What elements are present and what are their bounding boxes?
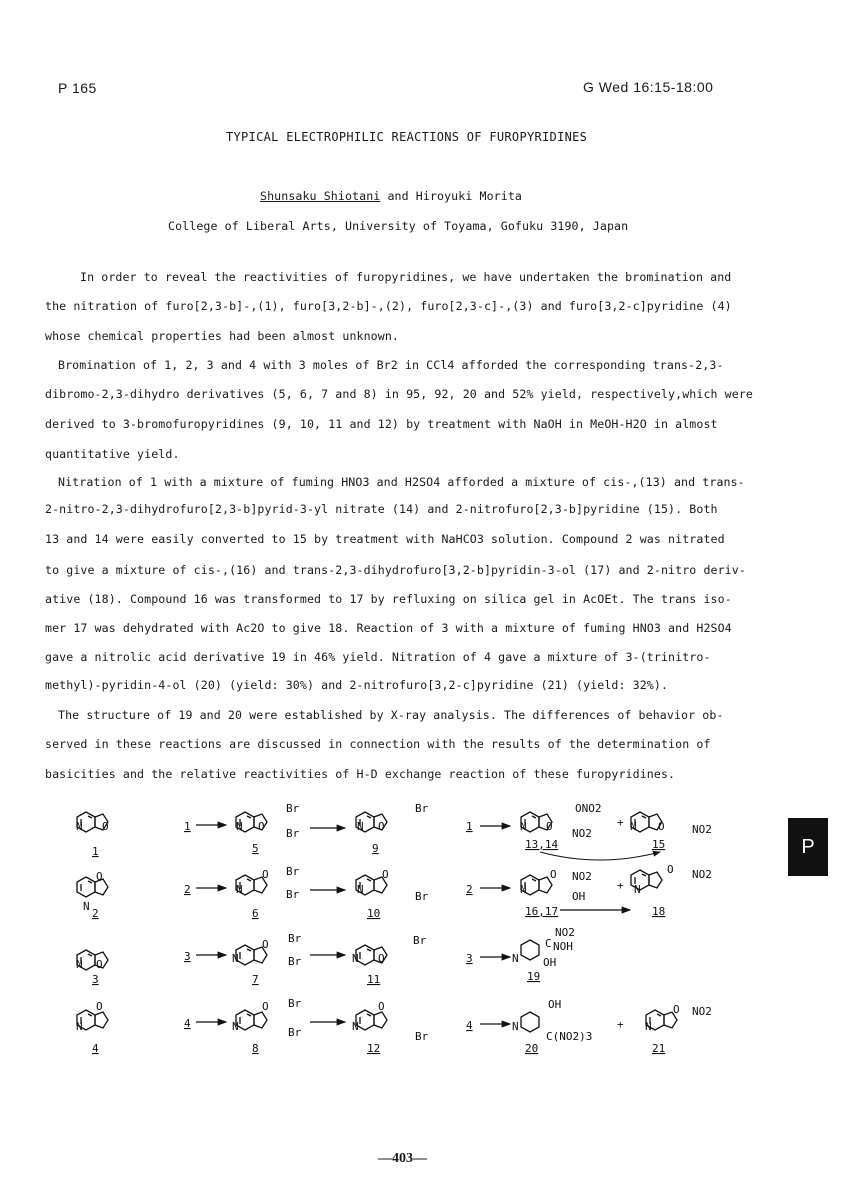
nitrogen-atom: N <box>76 958 83 971</box>
text-line: basicities and the relative reactivities of H-D exchange reaction of these furopyridines. <box>45 767 676 781</box>
text-line: Nitration of 1 with a mixture of fuming HNO3 and H2SO4 afforded a mixture of cis-,(13) and trans- <box>58 475 745 489</box>
hydroxy-substituent: OH <box>548 998 562 1011</box>
trinitromethyl-substituent: C(NO2)3 <box>546 1030 593 1043</box>
compound-label-12: 12 <box>367 1042 381 1055</box>
oxygen-atom: O <box>546 820 553 833</box>
substrate-label: 1 <box>184 820 191 833</box>
nitro-substituent: NO2 <box>692 868 712 881</box>
text-line: 13 and 14 were easily converted to 15 by treatment with NaHCO3 solution. Compound 2 was nitrated <box>45 532 725 546</box>
nitro-substituent: NO2 <box>692 823 712 836</box>
substrate-label: 3 <box>466 952 473 965</box>
nitrogen-atom: N <box>232 952 239 965</box>
compound-8 <box>236 1010 267 1030</box>
nitrogen-atom: N <box>520 820 527 833</box>
nitrogen-atom: N <box>352 1020 359 1033</box>
oxygen-atom: O <box>378 1000 385 1013</box>
text-line: to give a mixture of cis-,(16) and trans-2,3-dihydrofuro[3,2-b]pyridin-3-ol (17) and 2-nitro deriv- <box>45 563 746 577</box>
nitrogen-atom: N <box>645 1020 652 1033</box>
text-line: quantitative yield. <box>45 447 180 461</box>
text-line: derived to 3-bromofuropyridines (9, 10, 11 and 12) by treatment with NaOH in MeOH-H2O in almost <box>45 417 718 431</box>
plus-sign: + <box>617 1018 624 1031</box>
plus-sign: + <box>617 879 624 892</box>
compound-label-18: 18 <box>652 905 666 918</box>
compound-label-19: 19 <box>527 970 541 983</box>
oxygen-atom: O <box>96 1000 103 1013</box>
compound-label-16-17: 16,17 <box>525 905 559 918</box>
session-schedule: G Wed 16:15-18:00 <box>583 79 714 95</box>
nitro-substituent: NO2 <box>572 870 592 883</box>
conversion-arrow <box>540 852 660 860</box>
bromine-substituent: Br <box>415 890 429 903</box>
oxygen-atom: O <box>378 820 385 833</box>
compound-label-2: 2 <box>92 907 99 920</box>
text-line: served in these reactions are discussed in connection with the results of the determination of <box>45 737 711 751</box>
substrate-label: 4 <box>184 1017 191 1030</box>
compound-label-10: 10 <box>367 907 381 920</box>
nitrogen-atom: N <box>236 820 243 833</box>
text-line: mer 17 was dehydrated with Ac2O to give 18. Reaction of 3 with a mixture of fuming HNO3 and H2SO4 <box>45 621 732 635</box>
text-line: 2-nitro-2,3-dihydrofuro[2,3-b]pyrid-3-yl nitrate (14) and 2-nitrofuro[2,3-b]pyridine (15). Both <box>45 502 718 516</box>
nitrogen-atom: N <box>352 952 359 965</box>
bromine-substituent: Br <box>286 888 300 901</box>
text-line: ative (18). Compound 16 was transformed to 17 by refluxing on silica gel in AcOEt. The trans iso- <box>45 592 732 606</box>
nitrogen-atom: N <box>512 952 519 965</box>
nitrate-substituent: ONO2 <box>575 802 602 815</box>
coauthor: and Hiroyuki Morita <box>380 189 522 203</box>
text-line: the nitration of furo[2,3-b]-,(1), furo[3,2-b]-,(2), furo[2,3-c]-,(3) and furo[3,2-c]pyridine (4) <box>45 299 732 313</box>
nitro-substituent: NO2 <box>572 827 592 840</box>
oxygen-atom: O <box>262 868 269 881</box>
nitrogen-atom: N <box>76 820 83 833</box>
oxygen-atom: O <box>258 820 265 833</box>
bromine-substituent: Br <box>288 932 302 945</box>
oxygen-atom: O <box>550 868 557 881</box>
nitrogen-atom: N <box>232 1020 239 1033</box>
substrate-label: 4 <box>466 1019 473 1032</box>
bromination-arrows <box>196 825 345 1022</box>
text-line: Bromination of 1, 2, 3 and 4 with 3 moles of Br2 in CCl4 afforded the corresponding trans-2,3- <box>58 358 724 372</box>
bromine-substituent: Br <box>415 802 429 815</box>
hydroxy-substituent: OH <box>572 890 586 903</box>
bromine-substituent: Br <box>288 997 302 1010</box>
oxygen-atom: O <box>378 952 385 965</box>
nitrolic-substituent: NOH <box>553 940 573 953</box>
presenting-author: Shunsaku Shiotani <box>260 189 381 203</box>
hydroxy-substituent: OH <box>543 956 557 969</box>
nitro-substituent: NO2 <box>692 1005 712 1018</box>
compound-label-7: 7 <box>252 973 259 986</box>
nitrogen-atom: N <box>236 883 243 896</box>
compound-label-1: 1 <box>92 845 99 858</box>
text-line: The structure of 19 and 20 were established by X-ray analysis. The differences of behavior ob- <box>58 708 724 722</box>
substrate-label: 3 <box>184 950 191 963</box>
bromine-substituent: Br <box>288 1026 302 1039</box>
compound-label-13-14: 13,14 <box>525 838 559 851</box>
compound-2 <box>77 877 108 897</box>
compound-label-20: 20 <box>525 1042 539 1055</box>
text-line: gave a nitrolic acid derivative 19 in 46% yield. Nitration of 4 gave a mixture of 3-(trinitro- <box>45 650 711 664</box>
text-line: dibromo-2,3-dihydro derivatives (5, 6, 7 and 8) in 95, 92, 20 and 52% yield, respectively,which were <box>45 387 754 401</box>
compound-label-15: 15 <box>652 838 666 851</box>
oxygen-atom: O <box>96 958 103 971</box>
substrate-label: 1 <box>466 820 473 833</box>
paper-title: TYPICAL ELECTROPHILIC REACTIONS OF FUROPYRIDINES <box>226 130 588 144</box>
compound-20 <box>521 1012 539 1032</box>
compound-label-6: 6 <box>252 907 259 920</box>
nitrogen-atom: N <box>520 883 527 896</box>
nitrogen-atom: N <box>357 883 364 896</box>
oxygen-atom: O <box>262 938 269 951</box>
oxygen-atom: O <box>667 863 674 876</box>
bromine-substituent: Br <box>286 827 300 840</box>
oxygen-atom: O <box>96 870 103 883</box>
compound-12 <box>356 1010 387 1030</box>
compound-label-11: 11 <box>367 973 381 986</box>
nitrogen-atom: N <box>512 1020 519 1033</box>
bromine-substituent: Br <box>413 934 427 947</box>
text-line: methyl)-pyridin-4-ol (20) (yield: 30%) and 2-nitrofuro[3,2-c]pyridine (21) (yield: 32%). <box>45 678 669 692</box>
oxygen-atom: O <box>658 820 665 833</box>
oxygen-atom: O <box>382 868 389 881</box>
oxygen-atom: O <box>102 820 109 833</box>
compound-label-21: 21 <box>652 1042 666 1055</box>
compound-19 <box>521 940 539 960</box>
bromine-substituent: Br <box>286 865 300 878</box>
nitrogen-atom: N <box>357 820 364 833</box>
nitrogen-atom: N <box>634 883 641 896</box>
nitrogen-atom: N <box>83 900 90 913</box>
nitrogen-atom: N <box>630 820 637 833</box>
page-number: —403— <box>378 1151 427 1166</box>
bromine-substituent: Br <box>286 802 300 815</box>
bromine-substituent: Br <box>415 1030 429 1043</box>
affiliation: College of Liberal Arts, University of Toyama, Gofuku 3190, Japan <box>168 219 629 233</box>
compound-label-9: 9 <box>372 842 379 855</box>
nitrogen-atom: N <box>76 1020 83 1033</box>
oxygen-atom: O <box>673 1003 680 1016</box>
session-code: P 165 <box>58 80 97 96</box>
compound-label-8: 8 <box>252 1042 259 1055</box>
compound-label-4: 4 <box>92 1042 99 1055</box>
oxygen-atom: O <box>262 1000 269 1013</box>
carbon-atom: C <box>545 937 552 950</box>
text-line: In order to reveal the reactivities of furopyridines, we have undertaken the bromination and <box>80 270 732 284</box>
substrate-label: 2 <box>184 883 191 896</box>
section-tab: P <box>788 818 828 876</box>
compound-label-3: 3 <box>92 973 99 986</box>
text-line: whose chemical properties had been almost unknown. <box>45 329 400 343</box>
plus-sign: + <box>617 816 624 829</box>
substrate-label: 2 <box>466 883 473 896</box>
nitro-substituent: NO2 <box>555 926 575 939</box>
bromine-substituent: Br <box>288 955 302 968</box>
compound-label-5: 5 <box>252 842 259 855</box>
